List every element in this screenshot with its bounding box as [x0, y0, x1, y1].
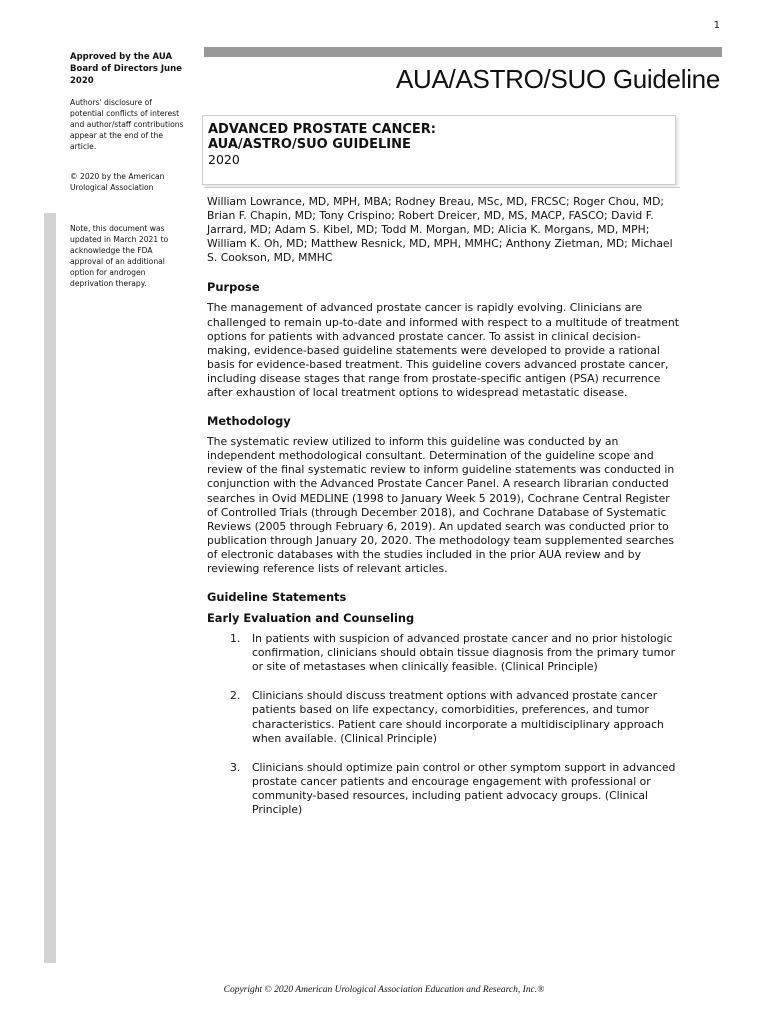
title-line-2: AUA/ASTRO/SUO GUIDELINE: [208, 137, 411, 152]
title-line-1: ADVANCED PROSTATE CANCER:: [208, 122, 436, 137]
statements-subheading: Early Evaluation and Counseling: [207, 611, 415, 626]
footer-copyright: Copyright © 2020 American Urological Association Education and Research, Inc.®: [223, 985, 545, 995]
list-item-text: Clinicians should optimize pain control or other symptom support in advanced prostate cancer patients and encourage engagement with professional or community-based resources, including patient advocacy groups. (Clinical Principle): [252, 760, 676, 816]
list-item-number: 1.: [230, 632, 241, 646]
list-item-number: 2.: [230, 689, 241, 703]
author-list: William Lowrance, MD, MPH, MBA; Rodney Breau, MSc, MD, FRCSC; Roger Chou, MD; Brian F. Chapin, MD; Tony Crispino; Robert Dreicer, MD, MS, MACP, FASCO; David F. Jarrard, MD; Adam S. Kibel, MD; Todd M. Morgan, MD; Alicia K. Morgans, MD, MPH; William K. Oh, MD; Matthew Resnick, MD, MPH, MMHC; Anthony Zietman, MD; Michael S. Cookson, MD, MMHC: [207, 195, 673, 265]
list-item: [207, 689, 679, 745]
guideline-title: AUA/ASTRO/SUO Guideline: [396, 64, 720, 94]
divider: [204, 187, 680, 188]
methodology-text: The systematic review utilized to inform this guideline was conducted by an independent methodological consultant. Determination of the guideline scope and review of the final systematic review to inform guideline statements was conducted in conjunction with the Advanced Prostate Cancer Panel. A research librarian conducted searches in Ovid MEDLINE (1998 to January Week 5 2019), Cochrane Central Register of Controlled Trials (through December 2018), and Cochrane Database of Systematic Reviews (2005 through February 6, 2019). An updated search was conducted prior to publication through January 20, 2020. The methodology team supplemented searches of electronic databases with the studies included in the prior AUA review and by reviewing reference lists of relevant articles.: [207, 435, 675, 575]
list-item-text: Clinicians should discuss treatment options with advanced prostate cancer patients based on life expectancy, comorbidities, preferences, and tumor characteristics. Patient care should incorporate a multidisciplinary approach when available. (Clinical Principle): [252, 689, 664, 745]
title-box: [202, 115, 676, 185]
approval-note: Approved by the AUA Board of Directors June 2020: [70, 52, 182, 86]
disclosure-note: Authors' disclosure of potential conflicts of interest and author/staff contributions appear at the end of the article.: [70, 98, 184, 151]
purpose-heading: Purpose: [207, 280, 260, 295]
sidebar-gray-bar: [44, 213, 56, 963]
header-bar: [204, 47, 722, 57]
list-item-number: 3.: [230, 760, 241, 774]
list-item: [207, 761, 679, 817]
methodology-heading: Methodology: [207, 414, 291, 429]
title-year: 2020: [208, 152, 240, 167]
main-content: [207, 195, 679, 832]
page-number: 1: [713, 20, 720, 31]
list-item: [207, 632, 679, 674]
sidebar-copyright: © 2020 by the American Urological Association: [70, 172, 165, 192]
list-item-text: In patients with suspicion of advanced prostate cancer and no prior histologic confirmation, clinicians should obtain tissue diagnosis from the primary tumor or site of metastases when clinically feasible. (Clinical Principle): [252, 632, 676, 674]
purpose-text: The management of advanced prostate cancer is rapidly evolving. Clinicians are challenged to remain up-to-date and informed with respect to a multitude of treatment options for patients with advanced prostate cancer. To assist in clinical decision-making, evidence-based guideline statements were developed to provide a rational basis for evidence-based treatment. This guideline covers advanced prostate cancer, including disease stages that range from prostate-specific antigen (PSA) recurrence after exhaustion of local treatment options to widespread metastatic disease.: [207, 301, 680, 400]
update-note: Note, this document was updated in March 2021 to acknowledge the FDA approval of an additional option for androgen deprivation therapy.: [70, 224, 169, 288]
statement-list: [207, 632, 679, 817]
statements-heading: Guideline Statements: [207, 590, 347, 605]
